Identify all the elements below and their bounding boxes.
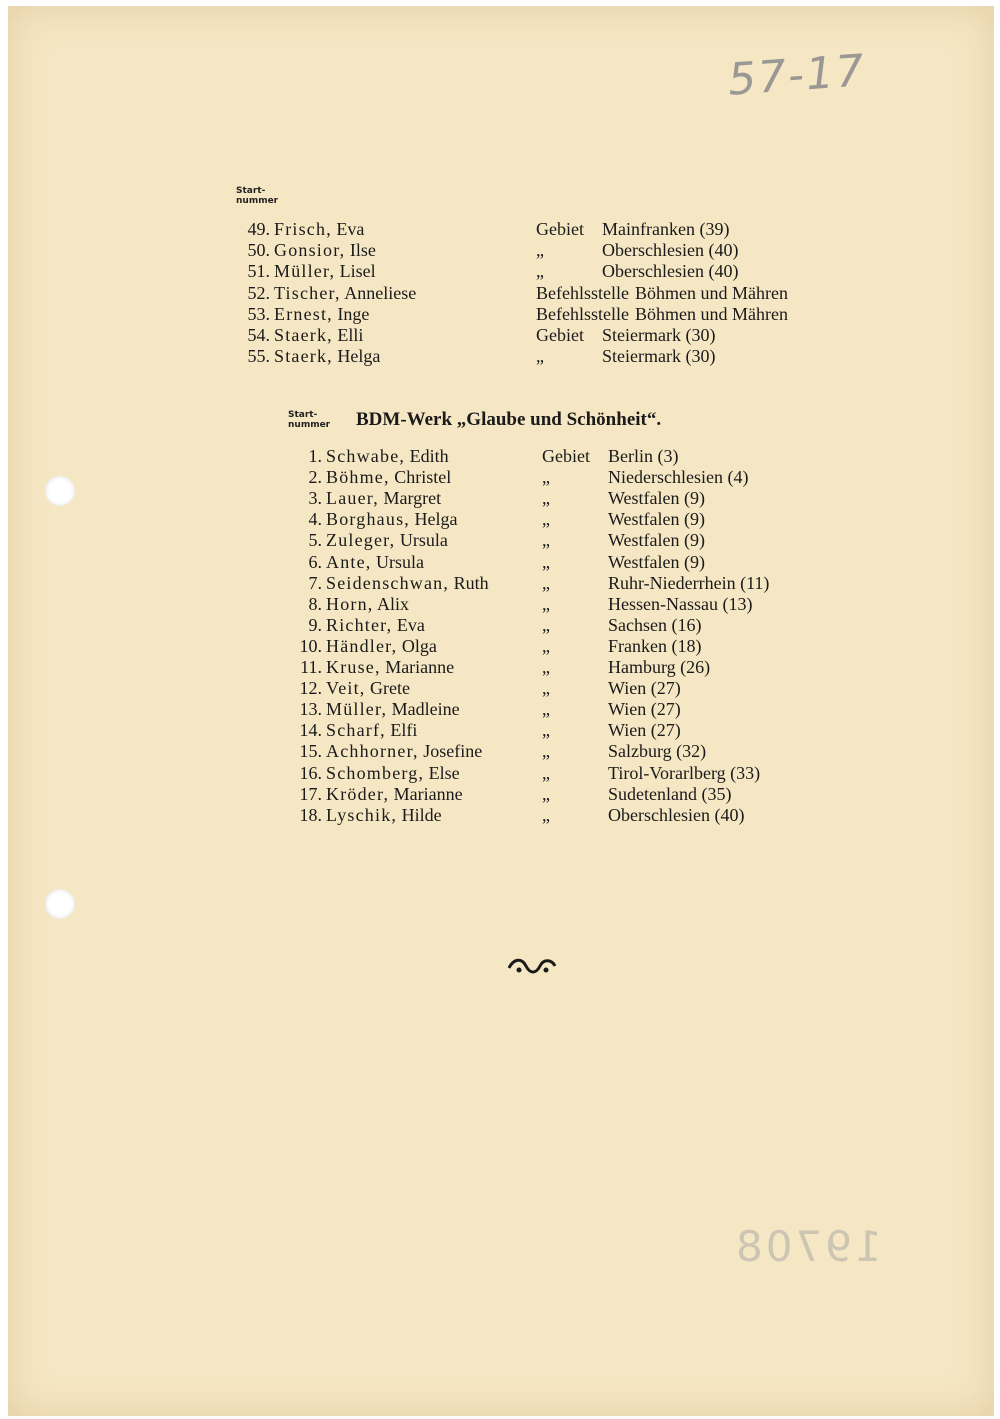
region: Oberschlesien (40) bbox=[602, 261, 739, 282]
surname: Staerk, bbox=[274, 346, 333, 367]
first-name: Lisel bbox=[339, 261, 376, 282]
surname: Böhme, bbox=[326, 467, 390, 488]
first-name: Madleine bbox=[391, 699, 460, 720]
list-row bbox=[282, 445, 902, 467]
participant-name bbox=[326, 740, 482, 762]
region: Sudetenland (35) bbox=[608, 783, 732, 804]
first-name: Olga bbox=[401, 635, 437, 656]
region: Hessen-Nassau (13) bbox=[608, 593, 753, 614]
surname: Seidenschwan, bbox=[326, 572, 450, 593]
region-prefix: „ bbox=[542, 657, 550, 677]
region-prefix: Gebiet bbox=[542, 446, 590, 466]
region-prefix: Befehlsstelle bbox=[536, 303, 629, 324]
end-ornament bbox=[506, 956, 558, 976]
participant-name bbox=[326, 698, 460, 720]
first-name: Marianne bbox=[385, 657, 455, 677]
first-name: Eva bbox=[396, 614, 425, 635]
region: Oberschlesien (40) bbox=[608, 804, 745, 825]
region: Böhmen und Mähren bbox=[635, 303, 788, 324]
region-prefix: „ bbox=[542, 783, 550, 804]
start-number: 55. bbox=[247, 346, 270, 367]
surname: Ernest, bbox=[274, 303, 333, 324]
region: Oberschlesien (40) bbox=[602, 240, 739, 261]
participant-name bbox=[326, 487, 441, 509]
start-number: 14. bbox=[299, 720, 322, 741]
region: Böhmen und Mähren bbox=[635, 282, 788, 303]
region: Wien (27) bbox=[608, 678, 681, 699]
surname: Richter, bbox=[326, 614, 393, 635]
participant-name bbox=[326, 762, 460, 784]
start-number: 5. bbox=[308, 530, 322, 551]
participant-name bbox=[326, 656, 454, 678]
surname: Ante, bbox=[326, 551, 372, 572]
list-row bbox=[282, 487, 902, 509]
first-name: Helga bbox=[337, 346, 381, 367]
region: Westfalen (9) bbox=[608, 530, 706, 551]
first-name: Josefine bbox=[423, 741, 483, 762]
list-row bbox=[282, 677, 902, 699]
surname: Lyschik, bbox=[326, 804, 398, 825]
surname: Gonsior, bbox=[274, 240, 346, 261]
participant-name bbox=[274, 282, 416, 304]
document-page bbox=[8, 6, 994, 1416]
list-row bbox=[282, 508, 902, 530]
region-prefix: „ bbox=[542, 635, 550, 656]
list-row bbox=[282, 740, 902, 762]
region: Hamburg (26) bbox=[608, 657, 711, 677]
surname: Händler, bbox=[326, 635, 398, 656]
region-prefix: „ bbox=[542, 614, 550, 635]
start-number: 15. bbox=[299, 741, 322, 762]
region-prefix: „ bbox=[542, 593, 550, 614]
punch-hole bbox=[45, 476, 75, 506]
list-row bbox=[282, 551, 902, 573]
start-number: 12. bbox=[299, 678, 322, 699]
participant-name bbox=[326, 466, 451, 488]
first-name: Ursula bbox=[399, 530, 448, 551]
surname: Horn, bbox=[326, 593, 374, 614]
region: Steiermark (30) bbox=[602, 346, 716, 367]
participant-name bbox=[326, 572, 489, 594]
region-prefix: „ bbox=[542, 720, 550, 741]
surname: Scharf, bbox=[326, 720, 386, 741]
list-row bbox=[282, 593, 902, 615]
region: Tirol-Vorarlberg (33) bbox=[608, 762, 761, 783]
surname: Borghaus, bbox=[326, 509, 410, 530]
list-row bbox=[282, 656, 902, 678]
participant-name bbox=[326, 677, 410, 699]
start-number-label: Start- nummer bbox=[288, 410, 331, 430]
first-name: Anneliese bbox=[344, 282, 417, 303]
start-number: 18. bbox=[299, 804, 322, 825]
region: Berlin (3) bbox=[608, 446, 679, 466]
participant-name bbox=[274, 345, 380, 367]
region: Steiermark (30) bbox=[602, 325, 716, 345]
surname: Tischer, bbox=[274, 282, 341, 303]
region-prefix: „ bbox=[542, 741, 550, 762]
start-number-label: Start- nummer bbox=[236, 186, 279, 206]
surname: Schwabe, bbox=[326, 446, 406, 466]
region-prefix: Befehlsstelle bbox=[536, 282, 629, 303]
region-prefix: „ bbox=[536, 346, 544, 367]
first-name: Marianne bbox=[393, 783, 463, 804]
pencil-annotation: 57-17 bbox=[726, 45, 868, 106]
start-number: 7. bbox=[308, 572, 322, 593]
first-name: Ilse bbox=[349, 240, 376, 261]
participant-name bbox=[274, 218, 364, 240]
region-prefix: „ bbox=[536, 240, 544, 261]
list-row bbox=[230, 239, 850, 261]
list-row bbox=[230, 282, 850, 304]
participant-name bbox=[274, 303, 369, 325]
first-name: Margret bbox=[383, 488, 442, 509]
list-row bbox=[282, 466, 902, 488]
region-prefix: „ bbox=[542, 762, 550, 783]
surname: Kruse, bbox=[326, 657, 381, 677]
region-prefix: „ bbox=[542, 467, 550, 488]
list-row bbox=[230, 303, 850, 325]
participant-name bbox=[326, 593, 409, 615]
start-number: 8. bbox=[308, 593, 322, 614]
start-number: 51. bbox=[247, 261, 270, 282]
first-name: Eva bbox=[336, 219, 365, 239]
surname: Kröder, bbox=[326, 783, 390, 804]
start-number: 49. bbox=[247, 219, 270, 239]
participant-name bbox=[326, 445, 449, 467]
region: Sachsen (16) bbox=[608, 614, 702, 635]
start-number: 53. bbox=[247, 303, 270, 324]
region-prefix: „ bbox=[542, 530, 550, 551]
region: Mainfranken (39) bbox=[602, 219, 730, 239]
region-prefix: Gebiet bbox=[536, 325, 584, 345]
first-name: Inge bbox=[337, 303, 370, 324]
participant-name bbox=[274, 324, 363, 346]
start-number: 10. bbox=[299, 635, 322, 656]
region: Franken (18) bbox=[608, 635, 702, 656]
region-prefix: „ bbox=[536, 261, 544, 282]
start-number: 1. bbox=[308, 446, 322, 466]
region-prefix: „ bbox=[542, 488, 550, 509]
start-number: 17. bbox=[299, 783, 322, 804]
participant-name bbox=[326, 719, 417, 741]
start-number: 3. bbox=[308, 488, 322, 509]
list-row bbox=[282, 783, 902, 805]
start-number: 50. bbox=[247, 240, 270, 261]
region: Westfalen (9) bbox=[608, 509, 706, 530]
participant-name bbox=[326, 783, 463, 805]
list-row bbox=[282, 719, 902, 741]
first-name: Elli bbox=[337, 325, 364, 345]
region-prefix: Gebiet bbox=[536, 219, 584, 239]
region: Ruhr-Niederrhein (11) bbox=[608, 572, 770, 593]
start-number: 4. bbox=[308, 509, 322, 530]
region: Wien (27) bbox=[608, 699, 681, 720]
first-name: Hilde bbox=[401, 804, 442, 825]
first-name: Else bbox=[428, 762, 460, 783]
surname: Veit, bbox=[326, 678, 366, 699]
surname: Lauer, bbox=[326, 488, 379, 509]
list-row bbox=[282, 572, 902, 594]
participant-name bbox=[326, 551, 424, 573]
list-row bbox=[230, 324, 850, 346]
surname: Müller, bbox=[274, 261, 336, 282]
list-row bbox=[230, 218, 850, 240]
region: Westfalen (9) bbox=[608, 488, 706, 509]
region-prefix: „ bbox=[542, 551, 550, 572]
first-name: Christel bbox=[394, 467, 452, 488]
list-row bbox=[282, 614, 902, 636]
first-name: Edith bbox=[409, 446, 449, 466]
start-number: 2. bbox=[308, 467, 322, 488]
start-number: 16. bbox=[299, 762, 322, 783]
surname: Frisch, bbox=[274, 219, 332, 239]
list-row bbox=[230, 345, 850, 367]
surname: Zuleger, bbox=[326, 530, 396, 551]
list-row bbox=[282, 635, 902, 657]
list-row bbox=[230, 260, 850, 282]
surname: Schomberg, bbox=[326, 762, 425, 783]
surname: Staerk, bbox=[274, 325, 333, 345]
first-name: Elfi bbox=[390, 720, 418, 741]
start-number: 52. bbox=[247, 282, 270, 303]
region-prefix: „ bbox=[542, 804, 550, 825]
start-number: 11. bbox=[300, 657, 322, 677]
first-name: Helga bbox=[414, 509, 458, 530]
region: Niederschlesien (4) bbox=[608, 467, 749, 488]
region-prefix: „ bbox=[542, 699, 550, 720]
list-row bbox=[282, 762, 902, 784]
first-name: Grete bbox=[370, 678, 410, 699]
archive-stamp: 19708 bbox=[733, 1222, 882, 1271]
list-row bbox=[282, 698, 902, 720]
surname: Achhorner, bbox=[326, 741, 419, 762]
region-prefix: „ bbox=[542, 572, 550, 593]
punch-hole bbox=[45, 889, 75, 919]
participant-name bbox=[326, 804, 442, 826]
first-name: Ruth bbox=[453, 572, 489, 593]
first-name: Alix bbox=[377, 593, 410, 614]
list-row bbox=[282, 529, 902, 551]
surname: Müller, bbox=[326, 699, 388, 720]
region: Westfalen (9) bbox=[608, 551, 706, 572]
region: Wien (27) bbox=[608, 720, 681, 741]
first-name: Ursula bbox=[376, 551, 424, 572]
start-number: 13. bbox=[299, 699, 322, 720]
region: Salzburg (32) bbox=[608, 741, 707, 762]
participant-name bbox=[326, 614, 425, 636]
start-number: 54. bbox=[247, 325, 270, 345]
participant-name bbox=[274, 239, 376, 261]
region-prefix: „ bbox=[542, 509, 550, 530]
participant-name bbox=[326, 529, 448, 551]
participant-name bbox=[326, 508, 457, 530]
start-number: 9. bbox=[308, 614, 322, 635]
region-prefix: „ bbox=[542, 678, 550, 699]
start-number: 6. bbox=[308, 551, 322, 572]
list-row bbox=[282, 804, 902, 826]
section-heading: BDM-Werk „Glaube und Schönheit“. bbox=[356, 409, 662, 430]
participant-name bbox=[326, 635, 437, 657]
participant-name bbox=[274, 260, 376, 282]
